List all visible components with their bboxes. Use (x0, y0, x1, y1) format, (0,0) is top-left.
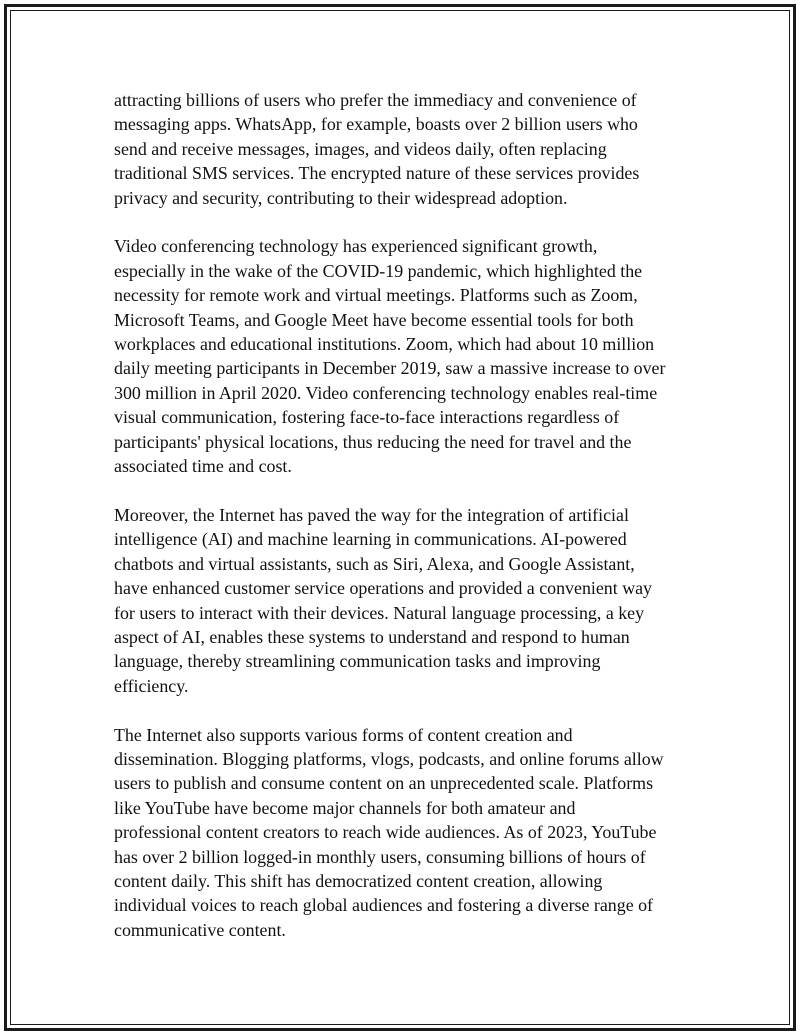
paragraph-content-creation: The Internet also supports various forms of content creation and dissemination. Blogging platforms, vlogs, podcasts, and online forums allow users to publish and consume content on an unprecedented scale. Platforms like YouTube have become major channels for both amateur and professional content creators to reach wide audiences. As of 2023, YouTube has over 2 billion logged-in monthly users, consuming billions of hours of content daily. This shift has democratized content creation, allowing individual voices to reach global audiences and fostering a diverse range of communicative content. (114, 724, 664, 940)
paragraph-messaging-apps: attracting billions of users who prefer the immediacy and convenience of messaging apps. WhatsApp, for example, boasts over 2 billion users who send and receive messages, images, and videos daily, often replacing traditional SMS services. The encrypted nature of these services provides privacy and security, contributing to their widespread adoption. (114, 90, 640, 208)
paragraph-ai-communications: Moreover, the Internet has paved the way for the integration of artificial intelligence (AI) and machine learning in communications. AI-powered chatbots and virtual assistants, such as Siri, Alexa, and Google Assistant, have enhanced customer service operations and provided a convenient way for users to interact with their devices. Natural language processing, a key aspect of AI, enables these systems to understand and respond to human language, thereby streamlining communication tasks and improving efficiency. (114, 504, 652, 696)
document-body (114, 88, 704, 967)
paragraph-video-conferencing: Video conferencing technology has experienced significant growth, especially in the wake of the COVID-19 pandemic, which highlighted the necessity for remote work and virtual meetings. Platforms such as Zoom, Microsoft Teams, and Google Meet have become essential tools for both workplaces and educational institutions. Zoom, which had about 10 million daily meeting participants in December 2019, saw a massive increase to over 300 million in April 2020. Video conferencing technology enables real-time visual communication, fostering face-to-face interactions regardless of participants' physical locations, thus reducing the need for travel and the associated time and cost. (114, 236, 666, 477)
